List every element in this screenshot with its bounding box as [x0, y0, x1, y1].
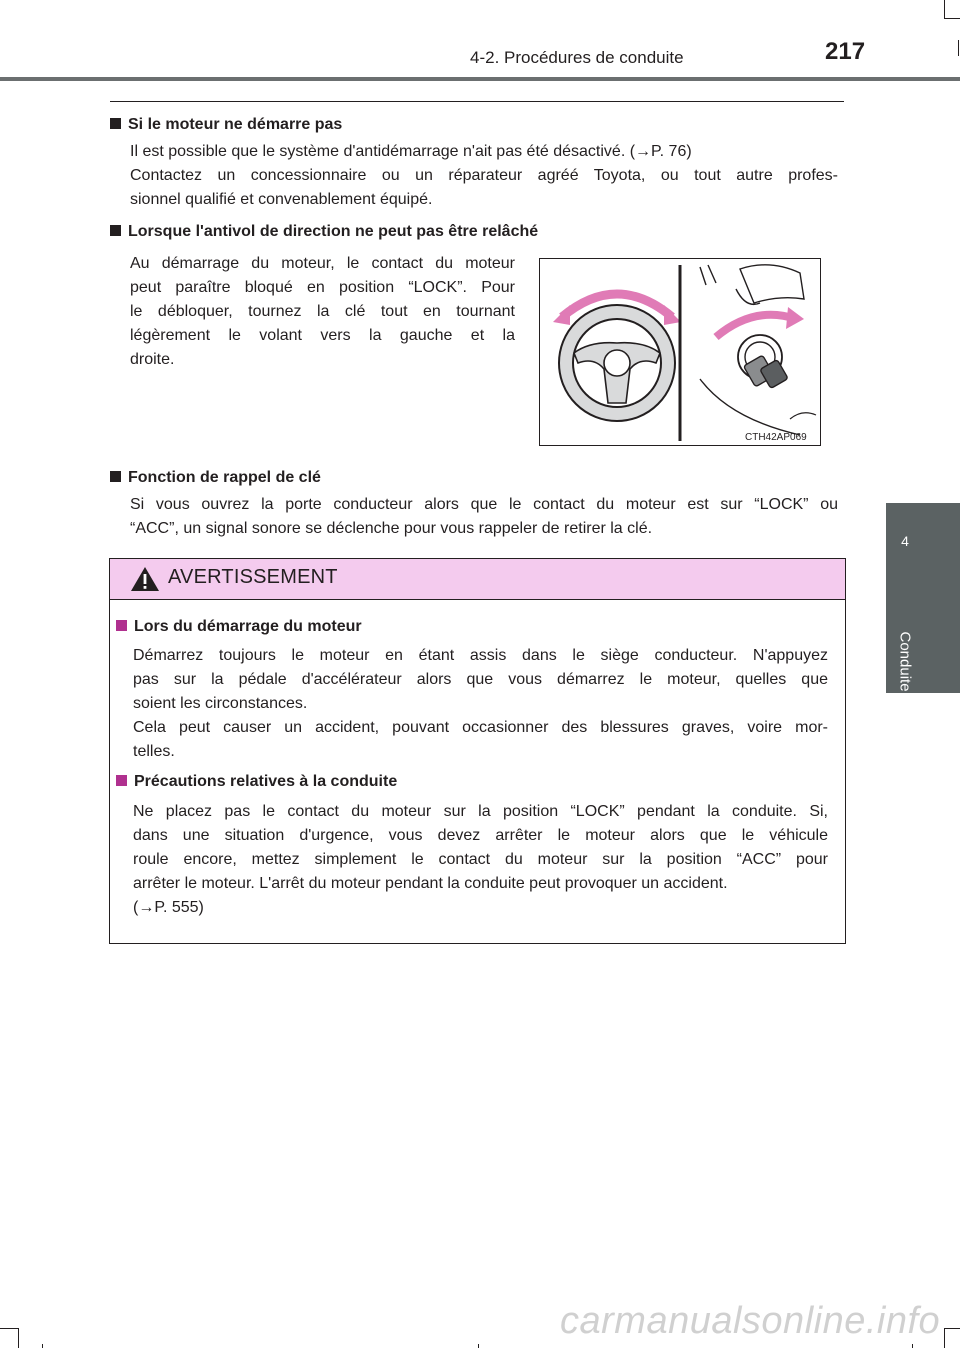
crop-mark [958, 40, 959, 56]
section-heading [110, 469, 321, 487]
square-bullet-icon [110, 471, 121, 482]
text-line: Cela peut causer un accident, pouvant occasionner des blessures graves, voire mor- [133, 719, 828, 736]
text-line: arrêter le moteur. L'arrêt du moteur pendant la conduite peut provoquer un accident. [133, 875, 728, 892]
warning-item-heading [116, 618, 362, 636]
text-line: sionnel qualifié et convenablement équipé. [130, 191, 433, 208]
crop-mark [944, 18, 960, 19]
text-line: le débloquer, tournez la clé tout en tournant [130, 303, 515, 320]
section-heading-text: Fonction de rappel de clé [128, 469, 321, 486]
crop-mark [944, 0, 945, 18]
section-body [130, 252, 515, 372]
section-heading-text: Lorsque l'antivol de direction ne peut pas être relâché [128, 223, 539, 240]
warning-item-body [133, 800, 828, 920]
square-bullet-icon [116, 620, 127, 631]
crop-mark [944, 1328, 945, 1348]
text-line: Ne placez pas le contact du moteur sur la position “LOCK” pendant la conduite. Si, [133, 803, 828, 820]
text-line: peut paraître bloqué en position “LOCK”. Pour [130, 279, 515, 296]
text-line: “ACC”, un signal sonore se déclenche pour vous rappeler de retirer la clé. [130, 520, 653, 537]
text-line: Contactez un concessionnaire ou un réparateur agréé Toyota, ou tout autre profes- [130, 167, 838, 184]
section-body [130, 140, 838, 212]
warning-item-heading [116, 773, 397, 791]
section-heading [110, 223, 538, 241]
warning-triangle-icon [130, 566, 160, 597]
text-line: (→P. 555) [133, 899, 204, 916]
square-bullet-icon [110, 225, 121, 236]
chapter-label: Conduite [896, 631, 914, 692]
steering-lock-illustration [539, 258, 821, 446]
text-line: pas sur la pédale d'accélérateur alors que vous démarrez le moteur, quelles que [133, 671, 828, 688]
content-top-rule [110, 101, 844, 102]
crop-mark [18, 1328, 19, 1348]
watermark: carmanualsonline.info [560, 1300, 941, 1342]
warning-item-heading-text: Lors du démarrage du moteur [134, 618, 362, 635]
crop-mark [944, 1328, 960, 1329]
text-line: droite. [130, 351, 175, 368]
square-bullet-icon [110, 118, 121, 129]
square-bullet-icon [116, 775, 127, 786]
section-body [130, 493, 838, 541]
figure-code: CTH42AP069 [745, 432, 807, 443]
text-line: roule encore, mettez simplement le contact du moteur sur la position “ACC” pour [133, 851, 828, 868]
page-number: 217 [825, 38, 866, 65]
crop-mark [42, 1344, 43, 1348]
text-line: Au démarrage du moteur, le contact du moteur [130, 255, 515, 272]
text-line: Démarrez toujours le moteur en étant assis dans le siège conducteur. N'appuyez [133, 647, 828, 664]
warning-item-heading-text: Précautions relatives à la conduite [134, 773, 398, 790]
text-line: soient les circonstances. [133, 695, 308, 712]
section-heading [110, 116, 342, 134]
section-heading-text: Si le moteur ne démarre pas [128, 116, 343, 133]
crop-mark [478, 1344, 479, 1348]
text-line: telles. [133, 743, 175, 760]
warning-title: AVERTISSEMENT [168, 566, 338, 588]
running-header-section: 4-2. Procédures de conduite [470, 48, 684, 67]
crop-mark [0, 1328, 18, 1329]
text-line: Si vous ouvrez la porte conducteur alors que le contact du moteur est sur “LOCK” ou [130, 496, 838, 513]
chapter-number: 4 [901, 533, 909, 549]
header-rule [0, 77, 960, 81]
steering-wheel-key-drawing [540, 259, 820, 445]
crop-mark [912, 1344, 913, 1348]
text-line: Il est possible que le système d'antidémarrage n'ait pas été désactivé. (→P. 76) [130, 143, 692, 160]
text-line: dans une situation d'urgence, vous devez arrêter le moteur alors que le véhicule [133, 827, 828, 844]
text-line: légèrement le volant vers la gauche et la [130, 327, 515, 344]
warning-item-body [133, 644, 828, 764]
